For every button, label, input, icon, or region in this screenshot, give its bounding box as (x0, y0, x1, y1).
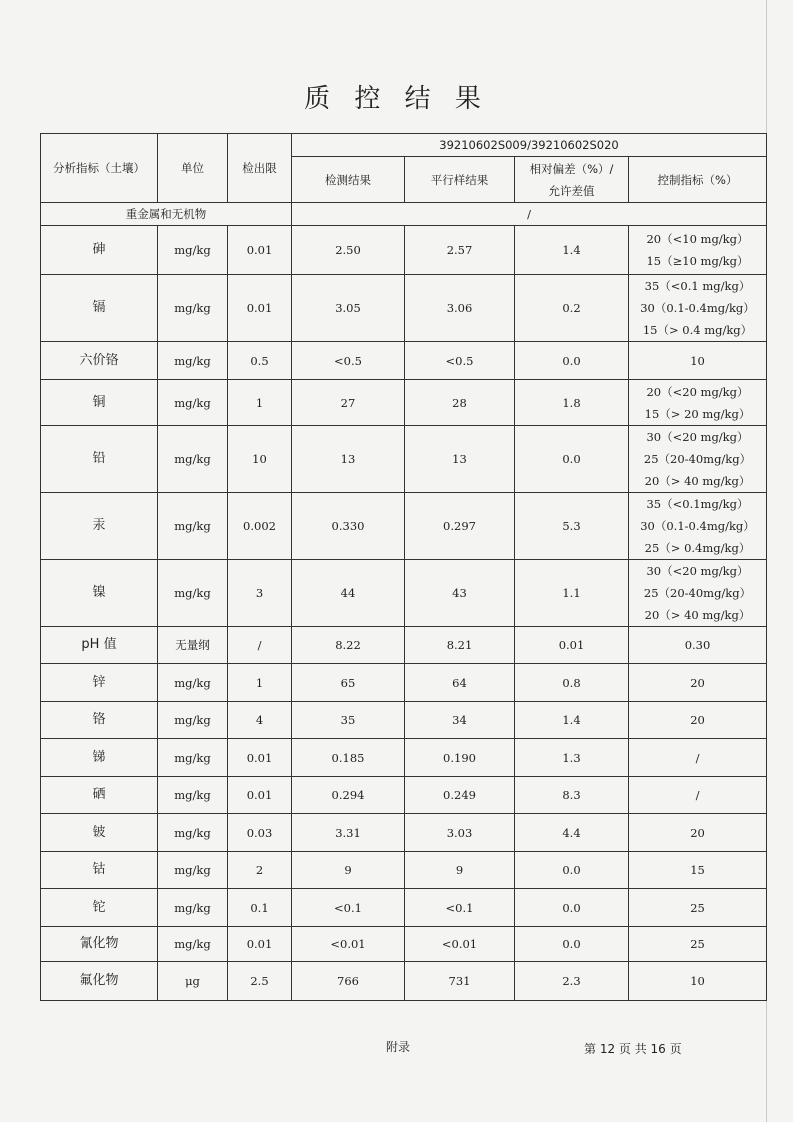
result-cell: <0.5 (292, 342, 405, 380)
control-limit-line: 25 (690, 900, 705, 915)
parallel-cell: 3.06 (405, 275, 515, 342)
name-cell: 镉 (41, 275, 158, 342)
deviation-cell: 0.2 (515, 275, 629, 342)
unit-cell: 无量纲 (158, 627, 228, 664)
qc-table (40, 133, 767, 1001)
control-cell (629, 927, 767, 962)
result-cell: 0.185 (292, 739, 405, 777)
table-row (41, 739, 767, 777)
limit-cell: 0.5 (228, 342, 292, 380)
parallel-cell: 8.21 (405, 627, 515, 664)
result-cell: 35 (292, 702, 405, 739)
result-cell: <0.01 (292, 927, 405, 962)
control-limit-line: 10 (690, 353, 705, 368)
control-limit-line: / (695, 750, 700, 765)
deviation-cell: 2.3 (515, 962, 629, 1001)
name-cell: pH 值 (41, 627, 158, 664)
control-cell (629, 226, 767, 275)
unit-cell: mg/kg (158, 814, 228, 852)
header-row-1 (41, 134, 767, 157)
name-cell: 锑 (41, 739, 158, 777)
name-cell: 锌 (41, 664, 158, 702)
deviation-cell: 0.01 (515, 627, 629, 664)
section-value: / (292, 203, 767, 226)
footer-appendix: 附录 (386, 1040, 411, 1054)
control-limit-line: 15（> 0.4 mg/kg） (642, 323, 753, 337)
parallel-cell: 13 (405, 426, 515, 493)
name-cell: 镍 (41, 560, 158, 627)
result-cell: 2.50 (292, 226, 405, 275)
control-cell (629, 814, 767, 852)
control-cell (629, 777, 767, 814)
control-limit-line: 20 (690, 825, 705, 840)
unit-cell: mg/kg (158, 702, 228, 739)
deviation-cell: 0.0 (515, 426, 629, 493)
result-cell: 65 (292, 664, 405, 702)
limit-cell: 3 (228, 560, 292, 627)
control-limit-line: 0.30 (684, 638, 711, 652)
unit-cell: mg/kg (158, 777, 228, 814)
parallel-cell: 28 (405, 380, 515, 426)
section-label: 重金属和无机物 (41, 203, 292, 226)
deviation-cell: 0.0 (515, 927, 629, 962)
control-limit-line: 30（<20 mg/kg） (646, 430, 749, 444)
header-deviation-line2: 允许差值 (548, 183, 595, 198)
control-cell (629, 380, 767, 426)
parallel-cell: 34 (405, 702, 515, 739)
control-limit-line: 30（0.1-0.4mg/kg） (640, 301, 755, 315)
control-cell (629, 627, 767, 664)
limit-cell: 0.01 (228, 226, 292, 275)
control-limit-line: 25（20-40mg/kg） (643, 452, 752, 466)
deviation-cell: 1.8 (515, 380, 629, 426)
limit-cell: 0.1 (228, 889, 292, 927)
name-cell: 铅 (41, 426, 158, 493)
unit-cell: mg/kg (158, 889, 228, 927)
result-cell: 3.05 (292, 275, 405, 342)
unit-cell: mg/kg (158, 560, 228, 627)
qc-table-body (41, 134, 767, 1001)
table-row (41, 852, 767, 889)
control-cell (629, 962, 767, 1001)
parallel-cell: <0.1 (405, 889, 515, 927)
limit-cell: 1 (228, 664, 292, 702)
result-cell: 9 (292, 852, 405, 889)
limit-cell: 4 (228, 702, 292, 739)
name-cell: 氰化物 (41, 927, 158, 962)
control-limit-line: 20 (690, 675, 705, 690)
result-cell: 13 (292, 426, 405, 493)
name-cell: 硒 (41, 777, 158, 814)
control-limit-line: 25（> 0.4mg/kg） (644, 541, 751, 555)
control-limit-line: 20（> 40 mg/kg） (644, 608, 751, 622)
deviation-cell: 1.3 (515, 739, 629, 777)
table-row (41, 627, 767, 664)
limit-cell: 0.03 (228, 814, 292, 852)
header-sample-ids: 39210602S009/39210602S020 (292, 134, 767, 157)
page-title: 质 控 结 果 (304, 84, 489, 114)
limit-cell: / (228, 627, 292, 664)
limit-cell: 1 (228, 380, 292, 426)
parallel-cell: <0.5 (405, 342, 515, 380)
name-cell: 六价铬 (41, 342, 158, 380)
parallel-cell: <0.01 (405, 927, 515, 962)
footer-page-number: 第 12 页 共 16 页 (584, 1042, 682, 1056)
deviation-cell: 1.1 (515, 560, 629, 627)
header-parallel-result: 平行样结果 (405, 157, 515, 203)
deviation-cell: 4.4 (515, 814, 629, 852)
parallel-cell: 2.57 (405, 226, 515, 275)
name-cell: 铍 (41, 814, 158, 852)
header-result: 检测结果 (292, 157, 405, 203)
control-limit-line: 25（20-40mg/kg） (643, 586, 752, 600)
name-cell: 铬 (41, 702, 158, 739)
parallel-cell: 64 (405, 664, 515, 702)
deviation-cell: 8.3 (515, 777, 629, 814)
name-cell: 氟化物 (41, 962, 158, 1001)
deviation-cell: 0.0 (515, 852, 629, 889)
control-cell (629, 342, 767, 380)
control-limit-line: 25 (690, 937, 705, 951)
table-row (41, 342, 767, 380)
name-cell: 砷 (41, 226, 158, 275)
name-cell: 汞 (41, 493, 158, 560)
control-cell (629, 664, 767, 702)
unit-cell: mg/kg (158, 739, 228, 777)
parallel-cell: 0.297 (405, 493, 515, 560)
control-limit-line: 10 (690, 974, 705, 988)
control-limit-line: 35（<0.1mg/kg） (646, 497, 749, 511)
deviation-cell: 1.4 (515, 226, 629, 275)
control-limit-line: / (695, 788, 700, 802)
unit-cell: mg/kg (158, 493, 228, 560)
deviation-cell: 1.4 (515, 702, 629, 739)
deviation-cell: 0.8 (515, 664, 629, 702)
table-row (41, 962, 767, 1001)
unit-cell: mg/kg (158, 275, 228, 342)
control-cell (629, 852, 767, 889)
result-cell: 0.330 (292, 493, 405, 560)
limit-cell: 0.01 (228, 739, 292, 777)
control-cell (629, 702, 767, 739)
limit-cell: 0.01 (228, 777, 292, 814)
control-limit-line: 20（<10 mg/kg） (646, 232, 749, 246)
header-detection-limit: 检出限 (228, 134, 292, 203)
unit-cell: mg/kg (158, 342, 228, 380)
unit-cell: mg/kg (158, 426, 228, 493)
result-cell: 8.22 (292, 627, 405, 664)
table-row (41, 664, 767, 702)
name-cell: 铊 (41, 889, 158, 927)
header-deviation (515, 157, 629, 203)
unit-cell: mg/kg (158, 927, 228, 962)
unit-cell: μg (158, 962, 228, 1001)
section-row (41, 203, 767, 226)
table-row (41, 275, 767, 342)
control-limit-line: 15（> 20 mg/kg） (644, 406, 751, 421)
table-row (41, 814, 767, 852)
deviation-cell: 0.0 (515, 342, 629, 380)
unit-cell: mg/kg (158, 226, 228, 275)
unit-cell: mg/kg (158, 852, 228, 889)
parallel-cell: 0.249 (405, 777, 515, 814)
result-cell: 27 (292, 380, 405, 426)
control-limit-line: 35（<0.1 mg/kg） (644, 279, 751, 293)
deviation-cell: 0.0 (515, 889, 629, 927)
header-unit: 单位 (158, 134, 228, 203)
table-row (41, 702, 767, 739)
result-cell: 44 (292, 560, 405, 627)
control-limit-line: 30（0.1-0.4mg/kg） (640, 519, 755, 533)
header-control: 控制指标（%） (629, 157, 767, 203)
table-row (41, 226, 767, 275)
limit-cell: 0.01 (228, 275, 292, 342)
table-row (41, 426, 767, 493)
unit-cell: mg/kg (158, 380, 228, 426)
result-cell: <0.1 (292, 889, 405, 927)
name-cell: 铜 (41, 380, 158, 426)
header-deviation-line1: 相对偏差（%）/ (529, 161, 614, 176)
control-limit-line: 30（<20 mg/kg） (646, 564, 749, 578)
limit-cell: 0.002 (228, 493, 292, 560)
control-limit-line: 20（<20 mg/kg） (646, 384, 749, 399)
header-indicator: 分析指标（土壤） (41, 134, 158, 203)
unit-cell: mg/kg (158, 664, 228, 702)
result-cell: 0.294 (292, 777, 405, 814)
parallel-cell: 731 (405, 962, 515, 1001)
control-cell (629, 889, 767, 927)
parallel-cell: 9 (405, 852, 515, 889)
limit-cell: 10 (228, 426, 292, 493)
table-row (41, 560, 767, 627)
limit-cell: 2.5 (228, 962, 292, 1001)
table-row (41, 927, 767, 962)
control-cell (629, 275, 767, 342)
parallel-cell: 3.03 (405, 814, 515, 852)
control-limit-line: 15 (690, 863, 705, 877)
control-cell (629, 560, 767, 627)
control-cell (629, 493, 767, 560)
control-limit-line: 15（≥10 mg/kg） (646, 254, 749, 268)
table-row (41, 493, 767, 560)
limit-cell: 2 (228, 852, 292, 889)
parallel-cell: 0.190 (405, 739, 515, 777)
table-row (41, 777, 767, 814)
limit-cell: 0.01 (228, 927, 292, 962)
result-cell: 766 (292, 962, 405, 1001)
control-limit-line: 20 (690, 713, 705, 727)
control-cell (629, 426, 767, 493)
result-cell: 3.31 (292, 814, 405, 852)
parallel-cell: 43 (405, 560, 515, 627)
table-row (41, 380, 767, 426)
control-limit-line: 20（> 40 mg/kg） (644, 474, 751, 488)
control-cell (629, 739, 767, 777)
deviation-cell: 5.3 (515, 493, 629, 560)
name-cell: 钴 (41, 852, 158, 889)
table-row (41, 889, 767, 927)
